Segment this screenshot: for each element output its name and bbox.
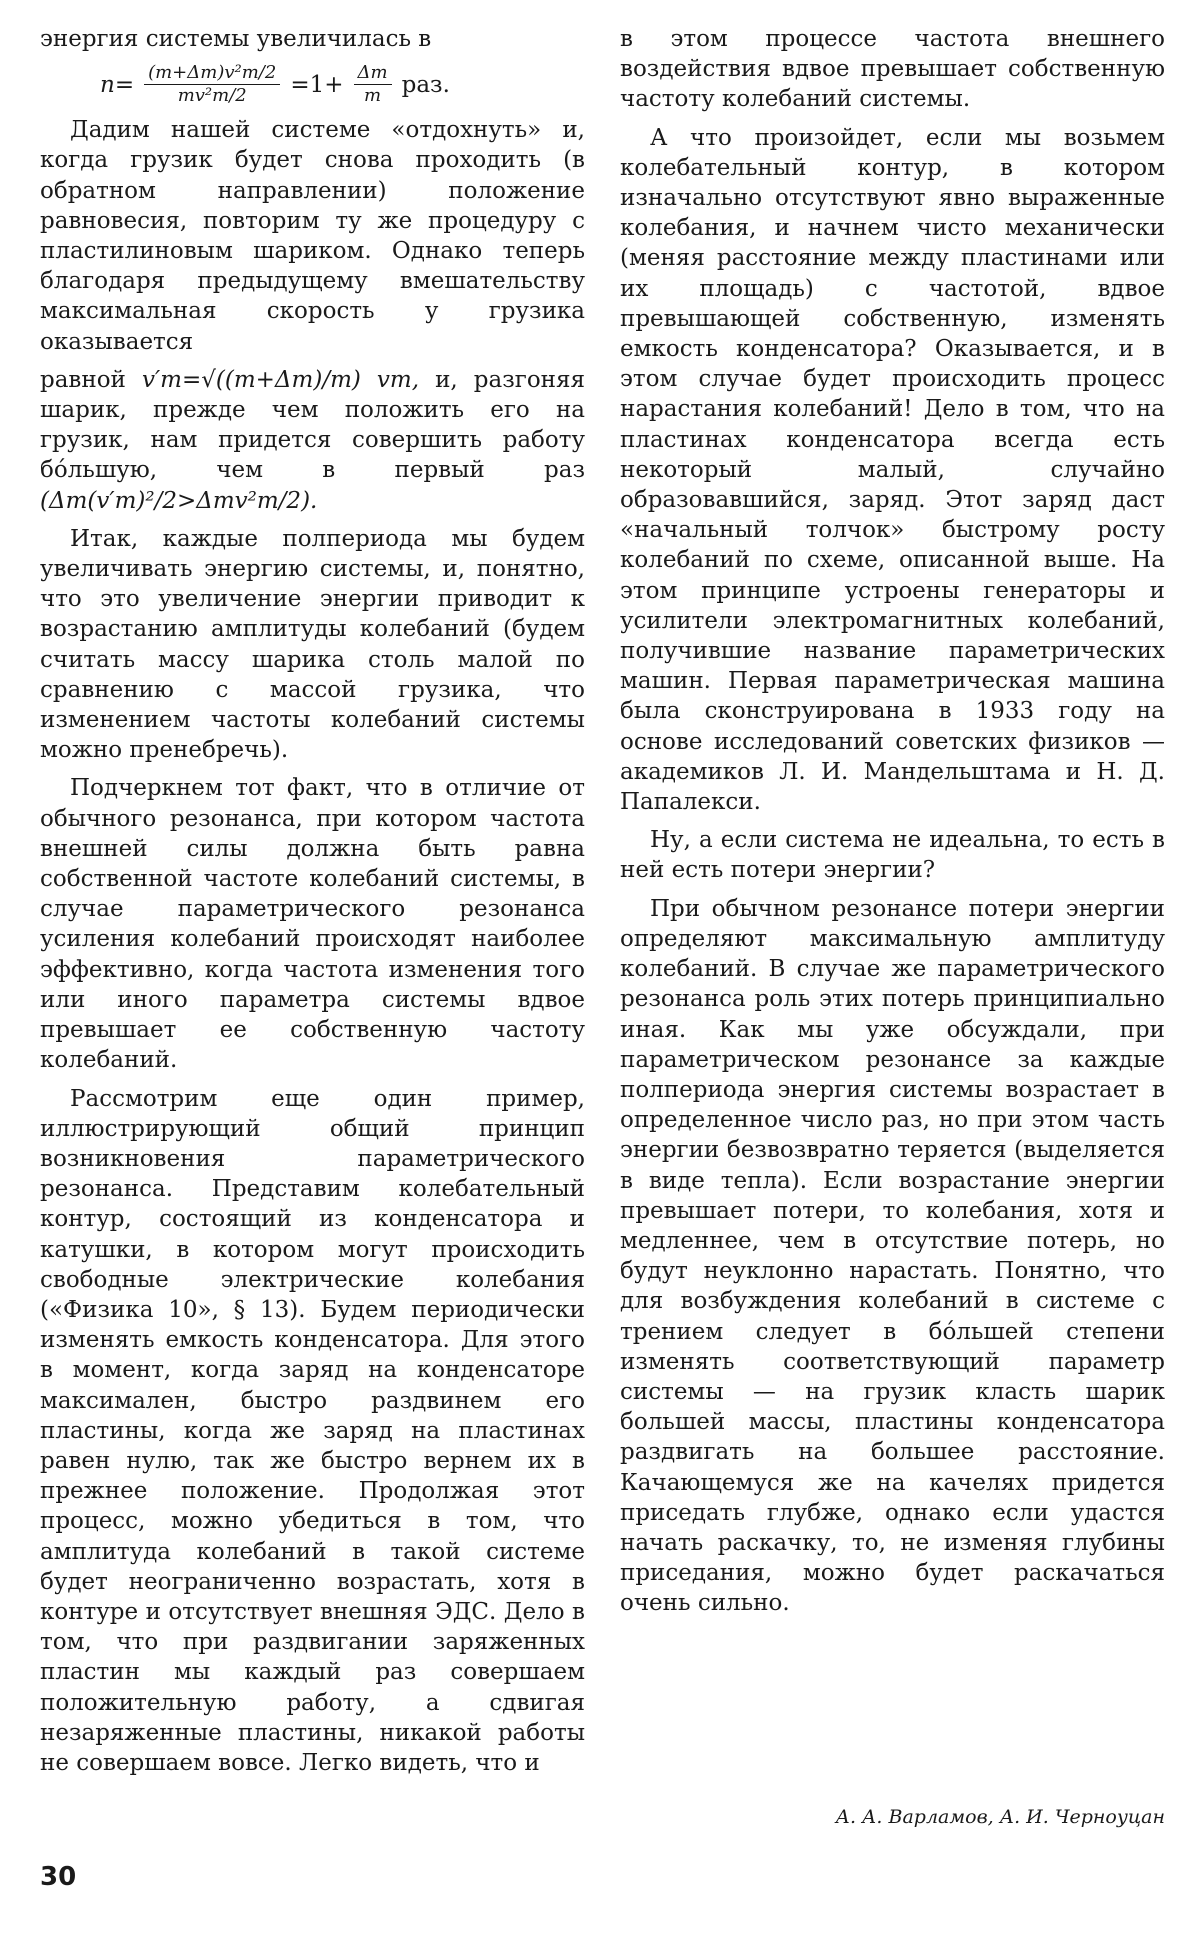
energy-ratio-formula: [100, 62, 585, 107]
paragraph-2-text-a: равной: [40, 366, 126, 393]
formula-tail: раз.: [401, 71, 450, 98]
formula-denominator-1: mv²m/2: [177, 85, 247, 107]
paragraph-2: [40, 365, 585, 516]
formula-numerator-1: (m+Δm)v²m/2: [144, 62, 280, 85]
formula-numerator-2: Δm: [354, 62, 392, 85]
formula-fraction-1: [144, 62, 280, 107]
right-column: [620, 24, 1165, 1627]
paragraph-9: При обычном резонансе потери энергии определяют максимальную амплитуду колебаний. В случае же параметрического резонанса роль этих потерь принципиально иная. Как мы уже обсуждали, при параметрическом резонансе за каждые полпериода энергия системы возрастает в определенное число раз, но при этом часть энергии безвозвратно теряется (выделяется в виде тепла). Если возрастание энергии превышает потери, то колебания, хотя и медленнее, чем в отсутствие потерь, но будут неуклонно нарастать. Понятно, что для возбуждения колебаний в системе с трением следует в бо́льшей степени изменять соответствующий параметр системы — на грузик класть шарик большей массы, пластины конденсатора раздвигать на большее расстояние. Качающемуся же на качелях придется приседать глубже, однако если удастся начать раскачку, то, не изменяя глубины приседания, можно будет раскачаться очень сильно.: [620, 895, 1165, 1617]
paragraph-4: Подчеркнем тот факт, что в отличие от обычного резонанса, при котором частота внешней силы должна быть равна собственной частоте колебаний системы, в случае параметрического резонанса усиления колебаний происходят наиболее эффективно, когда частота изменения того или иного параметра системы вдвое превышает ее собственную частоту колебаний.: [40, 775, 585, 1074]
formula-denominator-2: m: [364, 85, 382, 107]
work-inequality-formula: (Δm(v′m)²/2>Δmv²m/2).: [40, 487, 318, 514]
paragraph-2-text-b: и, разгоняя шарик, прежде чем положить его на грузик, нам придется совершить работу бо́льшую, чем в первый раз: [40, 366, 586, 484]
paragraph-3: Итак, каждые полпериода мы будем увеличивать энергию системы, и, понятно, что это увеличение энергии приводит к возрастанию амплитуды колебаний (будем считать массу шарика столь малой по сравнению с массой грузика, что изменением частоты колебаний системы можно пренебречь).: [40, 525, 585, 764]
left-column: [40, 24, 585, 1786]
paragraph-8: Ну, а если система не идеальна, то есть в ней есть потери энергии?: [620, 827, 1165, 884]
authors-signature: А. А. Варламов, А. И. Черноуцан: [835, 1806, 1165, 1828]
paragraph-1: Дадим нашей системе «отдохнуть» и, когда грузик будет снова проходить (в обратном направлении) положение равновесия, повторим ту же процедуру с пластилиновым шариком. Однако теперь благодаря предыдущему вмешательству максимальная скорость у грузика оказывается: [40, 117, 585, 355]
paragraph-6: в этом процессе частота внешнего воздействия вдвое превышает собственную частоту колебаний системы.: [620, 26, 1165, 113]
paragraph-7: А что произойдет, если мы возьмем колебательный контур, в котором изначально отсутствуют явно выраженные колебания, и начнем чисто механически (меняя расстояние между пластинами или их площадь) с частотой, вдвое превышающей собственную, изменять емкость конденсатора? Оказывается, и в этом случае будет происходить процесс нарастания колебаний! Дело в том, что на пластинах конденсатора всегда есть некоторый малый, случайно образовавшийся, заряд. Этот заряд даст «начальный толчок» быстрому росту колебаний по схеме, описанной выше. На этом принципе устроены генераторы и усилители электромагнитных колебаний, получившие название параметрических машин. Первая параметрическая машина была сконструирована в 1933 году на основе исследований советских физиков — академиков Л. И. Мандельштама и Н. Д. Папалекси.: [620, 124, 1165, 816]
formula-lead: n=: [100, 71, 135, 98]
formula-equals: =1+: [290, 71, 344, 98]
velocity-formula: v′m=√((m+Δm)/m) vm,: [141, 366, 420, 393]
paragraph-5: Рассмотрим еще один пример, иллюстрирующий общий принцип возникновения параметрического резонанса. Представим колебательный контур, состоящий из конденсатора и катушки, в котором могут происходить свободные электрические колебания («Физика 10», § 13). Будем периодически изменять емкость конденсатора. Для этого в момент, когда заряд на конденсаторе максимален, быстро раздвинем его пластины, когда же заряд на пластинах равен нулю, так же быстро вернем их в прежнее положение. Продолжая этот процесс, можно убедиться в том, что амплитуда колебаний в такой системе будет неограниченно возрастать, хотя в контуре и отсутствует внешняя ЭДС. Дело в том, что при раздвигании заряженных пластин мы каждый раз совершаем положительную работу, а сдвигая незаряженные пластины, никакой работы не совершаем вовсе. Легко видеть, что и: [40, 1085, 585, 1776]
page-number: 30: [40, 1862, 77, 1892]
paragraph-intro: энергия системы увеличилась в: [40, 26, 432, 52]
formula-fraction-2: [354, 62, 392, 107]
